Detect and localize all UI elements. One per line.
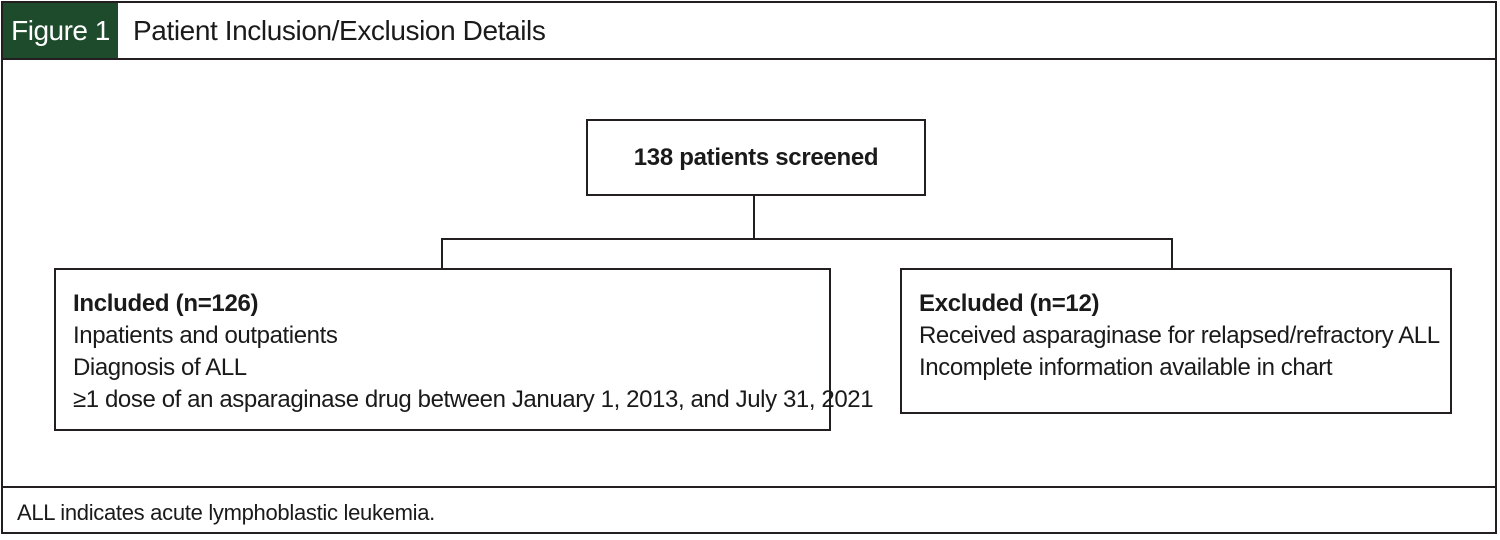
excluded-heading: Excluded (n=12) — [919, 290, 1100, 317]
figure-label: Figure 1 — [3, 3, 118, 58]
excluded-criterion: Received asparaginase for relapsed/refractory ALL — [919, 322, 1440, 349]
footnote: ALL indicates acute lymphoblastic leukemia. — [17, 500, 435, 525]
figure-title: Patient Inclusion/Exclusion Details — [133, 15, 546, 46]
included-heading: Included (n=126) — [73, 290, 259, 317]
screened-box — [586, 119, 926, 196]
excluded-criterion: Incomplete information available in chart — [919, 354, 1333, 381]
included-box — [54, 268, 874, 431]
figure-frame — [1, 1, 1497, 534]
excluded-box — [900, 268, 1452, 414]
included-criterion: Diagnosis of ALL — [73, 354, 247, 381]
figure-header — [3, 3, 1495, 60]
footnote-divider — [3, 486, 1495, 488]
included-criterion: Inpatients and outpatients — [73, 322, 338, 349]
included-criterion: ≥1 dose of an asparaginase drug between January 1, 2013, and July 31, 2021 — [73, 386, 874, 413]
screened-text: 138 patients screened — [633, 144, 879, 171]
